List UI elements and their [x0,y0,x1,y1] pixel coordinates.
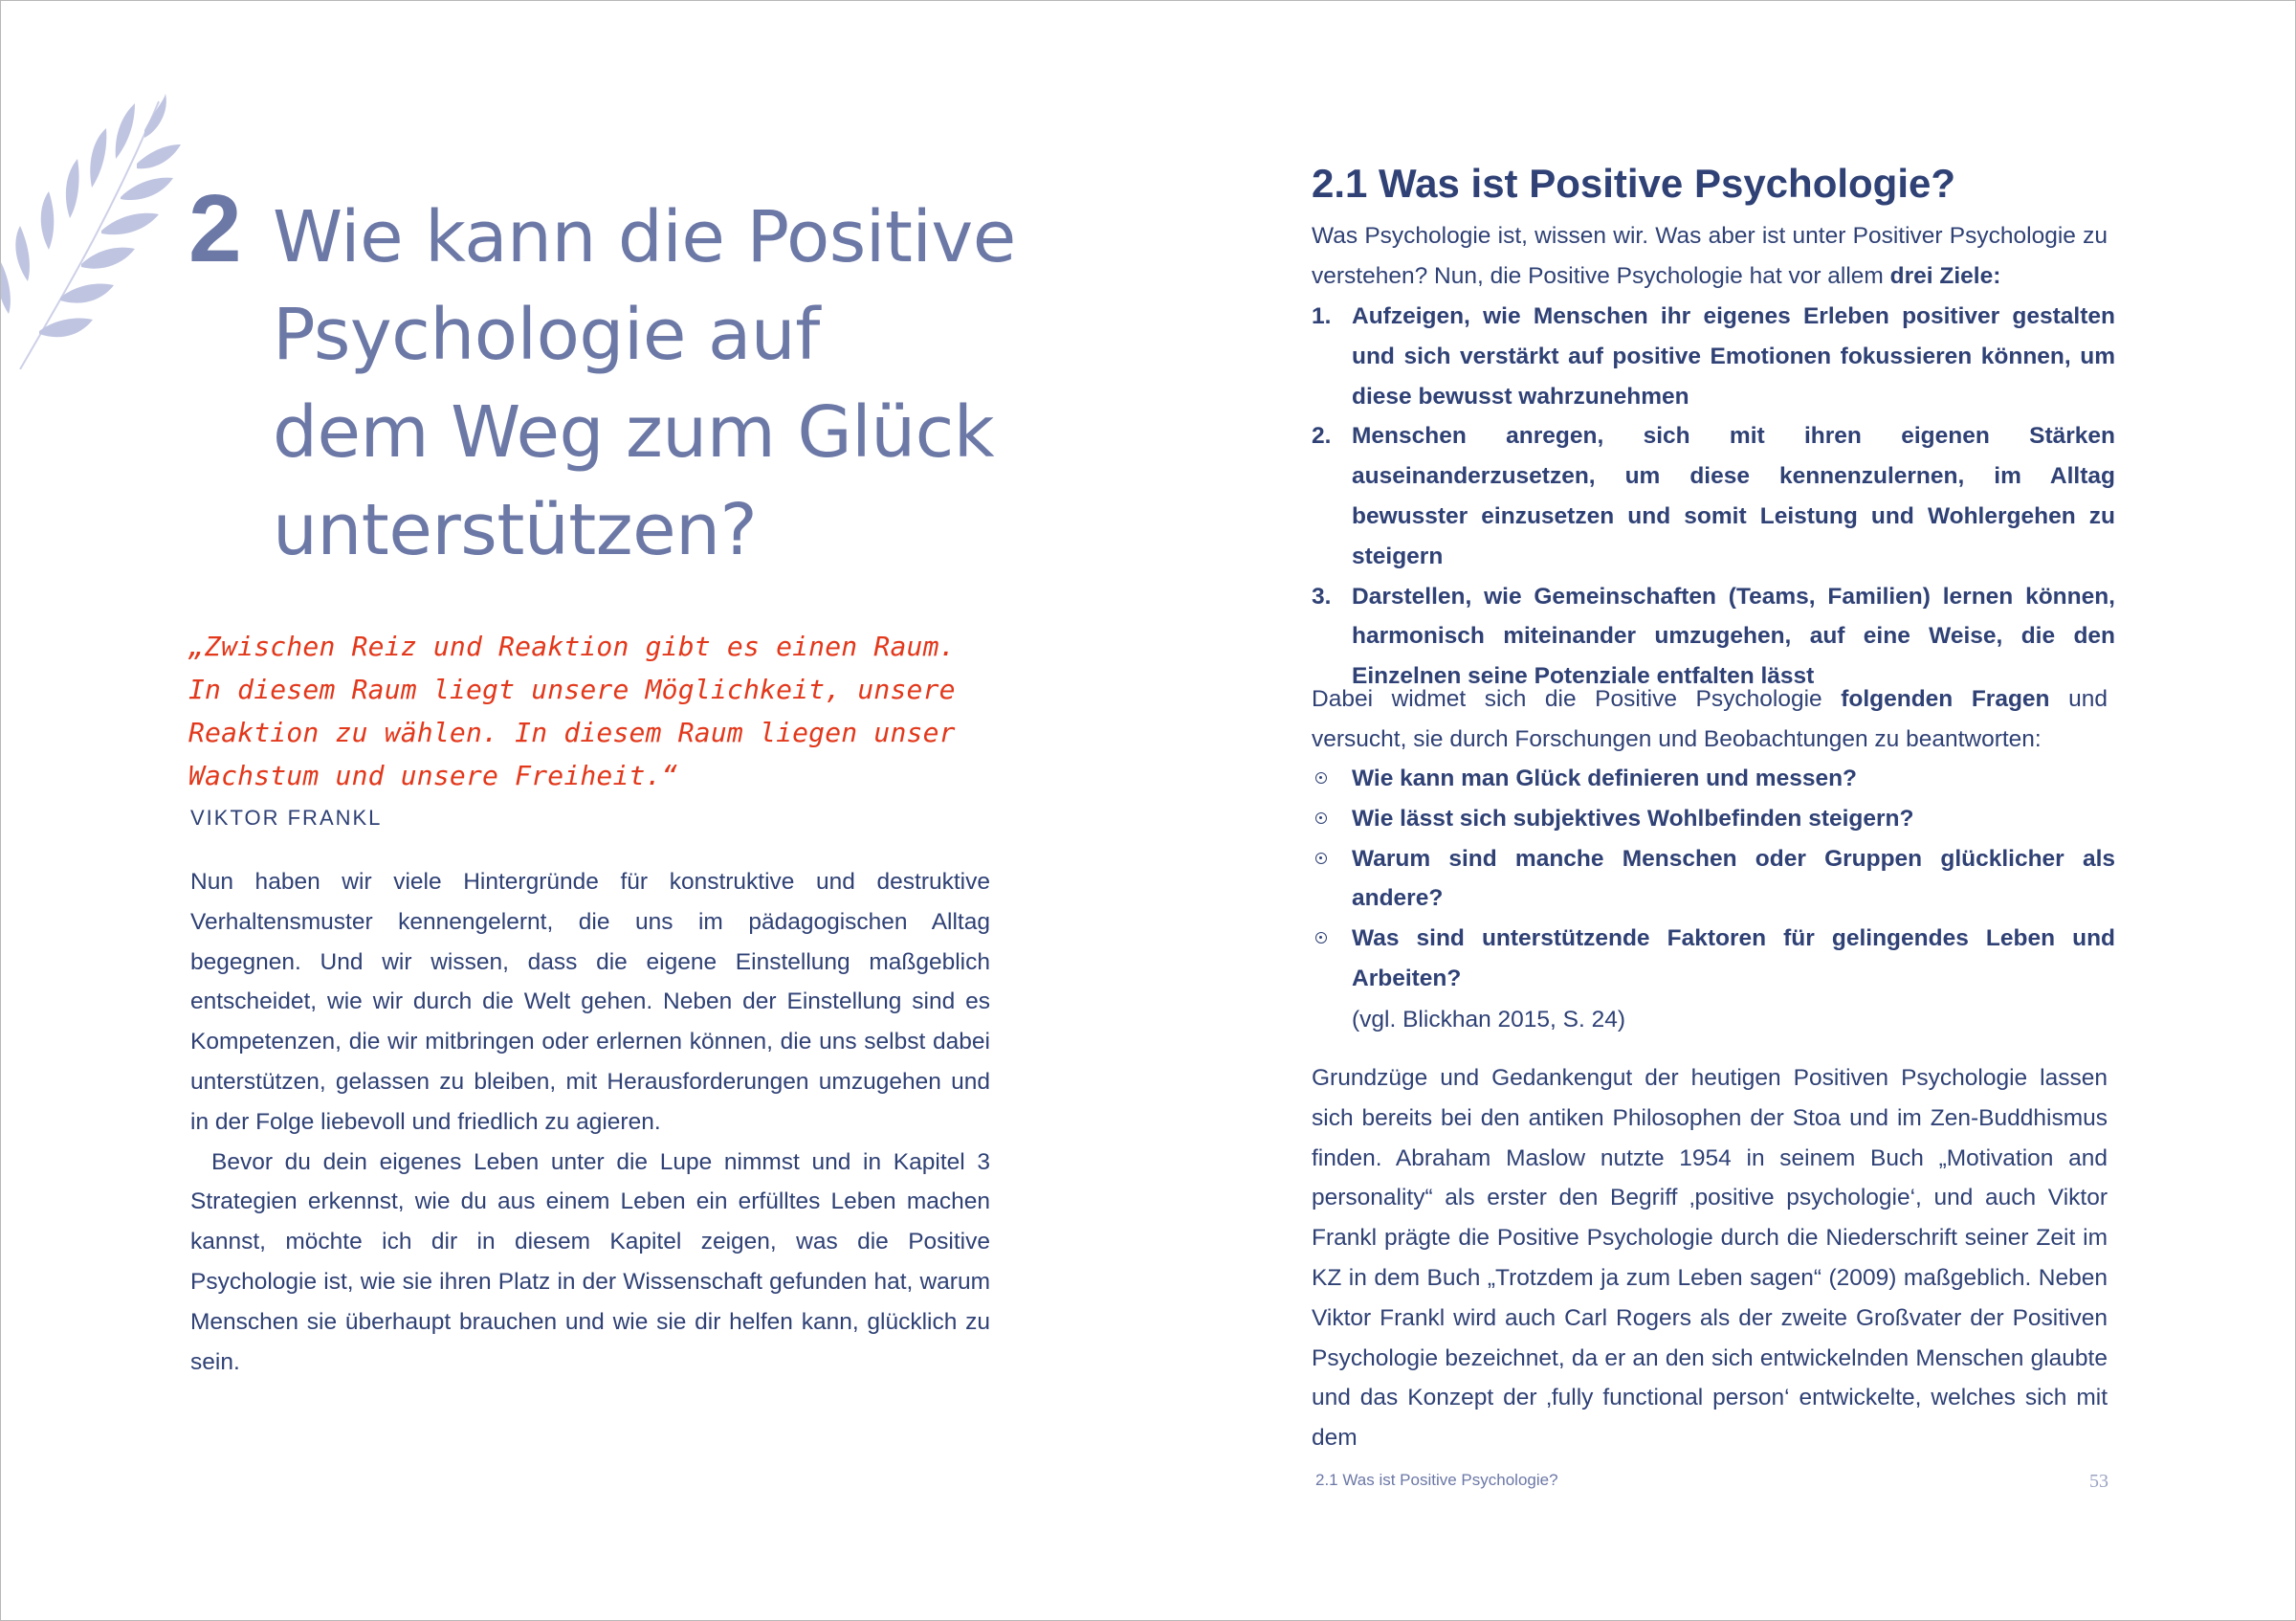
list-item-text: Menschen anregen, sich mit ihren eigenen Stärken auseinanderzusetzen, um diese kennenzulernen, im Alltag bewusster einzusetzen und somit Leistung und Wohlergehen zu steigern [1352,423,2115,569]
quote-line: Wachstum und unsere Freiheit.“ [188,760,678,791]
left-page [1,1,1148,1620]
citation: (vgl. Blickhan 2015, S. 24) [1352,1007,1625,1033]
goals-list [1312,297,2115,697]
list-item [1312,919,2115,999]
intro-paragraph [1312,216,2108,297]
chapter-title-line: dem Weg zum Glück [273,391,995,474]
list-item [1312,799,2115,839]
list-item-text: Was sind unterstützende Faktoren für gelingendes Leben und Arbeiten? [1352,925,2115,991]
chapter-number: 2 [188,175,242,282]
questions-list [1312,759,2115,999]
chapter-intro-text [190,862,990,1382]
list-item [1312,297,2115,416]
questions-intro-text: Dabei widmet sich die Positive Psychologie [1312,686,1822,712]
circle-bullet-icon [1315,812,1327,824]
list-item-text: Wie lässt sich subjektives Wohlbefinden steigern? [1352,805,1914,832]
circle-bullet-icon [1315,932,1327,944]
list-item [1312,839,2115,920]
list-number: 2. [1312,423,1332,450]
right-page [1148,1,2295,1620]
quote-line: In diesem Raum liegt unsere Möglichkeit, unsere [188,674,956,705]
quote-line: „Zwischen Reiz und Reaktion gibt es einen Raum. [188,631,956,662]
circle-bullet-icon [1315,772,1327,784]
chapter-title [273,189,1057,579]
chapter-title-line: Wie kann die Positive [273,196,1016,278]
questions-intro-paragraph [1312,679,2108,760]
circle-bullet-icon [1315,853,1327,864]
leaf-branch-icon [1,92,183,369]
list-number: 1. [1312,303,1332,329]
section-title: 2.1 Was ist Positive Psychologie? [1312,161,1956,206]
list-item [1312,416,2115,576]
chapter-title-line: unterstützen? [273,489,758,571]
list-number: 3. [1312,583,1332,610]
intro-bold: drei Ziele: [1889,262,2001,289]
questions-intro-bold: folgenden Fragen [1841,686,2050,712]
intro-text: Was Psychologie ist, wissen wir. Was aber ist unter Positiver Psychologie zu verstehen? Nun, die Positive Psychologie hat vor allem [1312,223,2108,289]
quote-author: VIKTOR FRANKL [190,806,383,830]
list-item-text: Darstellen, wie Gemeinschaften (Teams, Familien) lernen können, harmonisch miteinander umzugehen, auf eine Weise, die den Einzelnen seine Potenziale entfalten lässt [1352,583,2115,690]
chapter-title-line: Psychologie auf [273,294,820,376]
body-paragraph: Grundzüge und Gedankengut der heutigen Positiven Psychologie lassen sich bereits bei den antiken Philosophen der Stoa und im Zen-Buddhismus finden. Abraham Maslow nutzte 1954 in seinem Buch „Motivation and personality“ als erster den Begriff ‚positive psychologie‘, und auch Viktor Frankl prägte die Positive Psychologie durch die Niederschrift seiner Zeit im KZ in dem Buch „Trotzdem ja zum Leben sagen“ (2009) maßgeblich. Neben Viktor Frankl wird auch Carl Rogers als der zweite Großvater der Positiven Psychologie bezeichnet, da er an den sich entwickelnden Menschen glaubte und das Konzept der ‚fully functional person‘ entwickelte, welches sich mit dem [1312,1065,2108,1452]
list-item-text: Wie kann man Glück definieren und messen? [1352,766,1858,791]
questions-intro-text-end: und versucht, sie durch Forschungen und Beobachtungen zu beantworten: [1312,686,2108,752]
page-number: 53 [2089,1471,2108,1492]
body-paragraph: Nun haben wir viele Hintergründe für konstruktive und destruktive Verhaltensmuster kennengelernt, die uns im pädagogischen Alltag begegnen. Und wir wissen, dass die eigene Einstellung maßgeblich entscheidet, wie wir durch die Welt gehen. Neben der Einstellung sind es Kompetenzen, die wir mitbringen oder erlernen können, die uns selbst dabei unterstützen, gelassen zu bleiben, mit Herausforderungen umzugehen und in der Folge liebevoll und friedlich zu agieren. [190,869,990,1135]
body-paragraph: Bevor du dein eigenes Leben unter die Lupe nimmst und in Kapitel 3 Strategien erkennst, wie du aus einem Leben ein erfülltes Leben machen kannst, möchte ich dir in diesem Kapitel zeigen, was die Positive Psychologie ist, wie sie ihren Platz in der Wissenschaft gefunden hat, warum Menschen sie überhaupt brauchen und wie sie dir helfen kann, glücklich zu sein. [190,1148,990,1375]
epigraph-quote [188,625,1030,797]
running-footer: 2.1 Was ist Positive Psychologie? [1315,1471,1558,1489]
list-item-text: Aufzeigen, wie Menschen ihr eigenes Erleben positiver gestalten und sich verstärkt auf positive Emotionen fokussieren können, um diese bewusst wahrzunehmen [1352,303,2115,410]
list-item-text: Warum sind manche Menschen oder Gruppen glücklicher als andere? [1352,845,2115,912]
list-item [1312,759,2115,799]
quote-line: Reaktion zu wählen. In diesem Raum liegen unser [188,717,956,748]
